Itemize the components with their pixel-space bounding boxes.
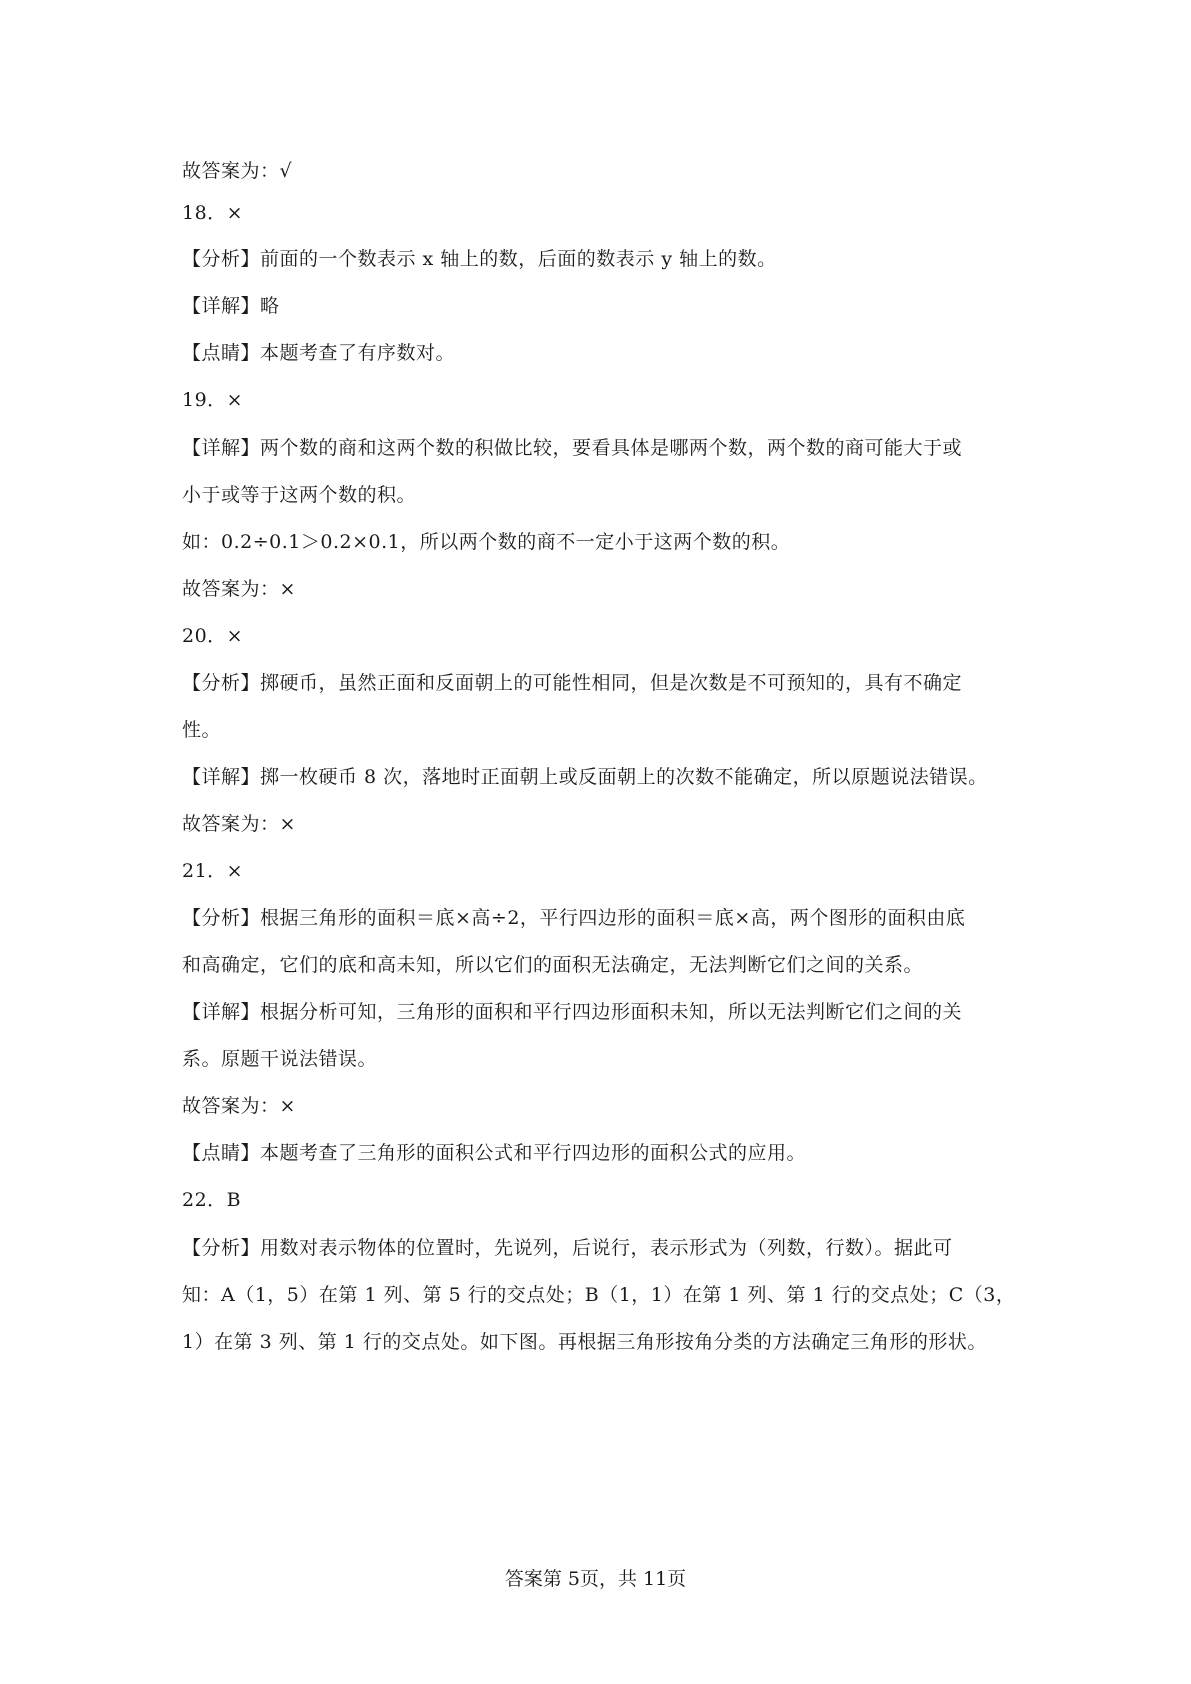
question-number: 20．×: [182, 625, 244, 647]
detail-line: 【详解】略: [182, 295, 280, 317]
comment-line: 【点睛】本题考查了有序数对。: [182, 342, 456, 364]
analysis-line-continued: 性。: [182, 719, 222, 741]
detail-line-continued: 系。原题干说法错误。: [182, 1048, 378, 1070]
page-footer: 答案第 5页，共 11页: [504, 1568, 687, 1590]
analysis-line: 【分析】用数对表示物体的位置时，先说列，后说行，表示形式为（列数，行数）。据此可: [182, 1237, 953, 1259]
analysis-line-continued: 知：A（1，5）在第 1 列、第 5 行的交点处；B（1，1）在第 1 列、第 1 行的交点处；C（3，: [182, 1284, 1016, 1306]
answer-line: 故答案为：×: [182, 1095, 296, 1117]
answer-line: 故答案为：√: [182, 160, 293, 182]
answer-line: 故答案为：×: [182, 578, 296, 600]
analysis-line: 【分析】根据三角形的面积＝底×高÷2，平行四边形的面积＝底×高，两个图形的面积由底: [182, 907, 966, 929]
comment-line: 【点睛】本题考查了三角形的面积公式和平行四边形的面积公式的应用。: [182, 1142, 807, 1164]
question-number: 21．×: [182, 860, 244, 882]
analysis-line-continued: 和高确定，它们的底和高未知，所以它们的面积无法确定，无法判断它们之间的关系。: [182, 954, 924, 976]
question-number: 19．×: [182, 389, 244, 411]
answer-line: 故答案为：×: [182, 813, 296, 835]
detail-line: 【详解】掷一枚硬币 8 次，落地时正面朝上或反面朝上的次数不能确定，所以原题说法错误。: [182, 766, 988, 788]
detail-line: 【详解】根据分析可知，三角形的面积和平行四边形面积未知，所以无法判断它们之间的关: [182, 1001, 963, 1023]
detail-line-continued: 小于或等于这两个数的积。: [182, 484, 417, 506]
analysis-line: 【分析】前面的一个数表示 x 轴上的数，后面的数表示 y 轴上的数。: [182, 248, 777, 270]
question-number: 22．B: [182, 1189, 242, 1211]
example-line: 如：0.2÷0.1＞0.2×0.1，所以两个数的商不一定小于这两个数的积。: [182, 531, 791, 553]
question-number: 18．×: [182, 202, 244, 224]
analysis-line: 【分析】掷硬币，虽然正面和反面朝上的可能性相同，但是次数是不可预知的，具有不确定: [182, 672, 963, 694]
detail-line: 【详解】两个数的商和这两个数的积做比较，要看具体是哪两个数，两个数的商可能大于或: [182, 437, 963, 459]
analysis-line-continued: 1）在第 3 列、第 1 行的交点处。如下图。再根据三角形按角分类的方法确定三角形的形状。: [182, 1331, 987, 1353]
